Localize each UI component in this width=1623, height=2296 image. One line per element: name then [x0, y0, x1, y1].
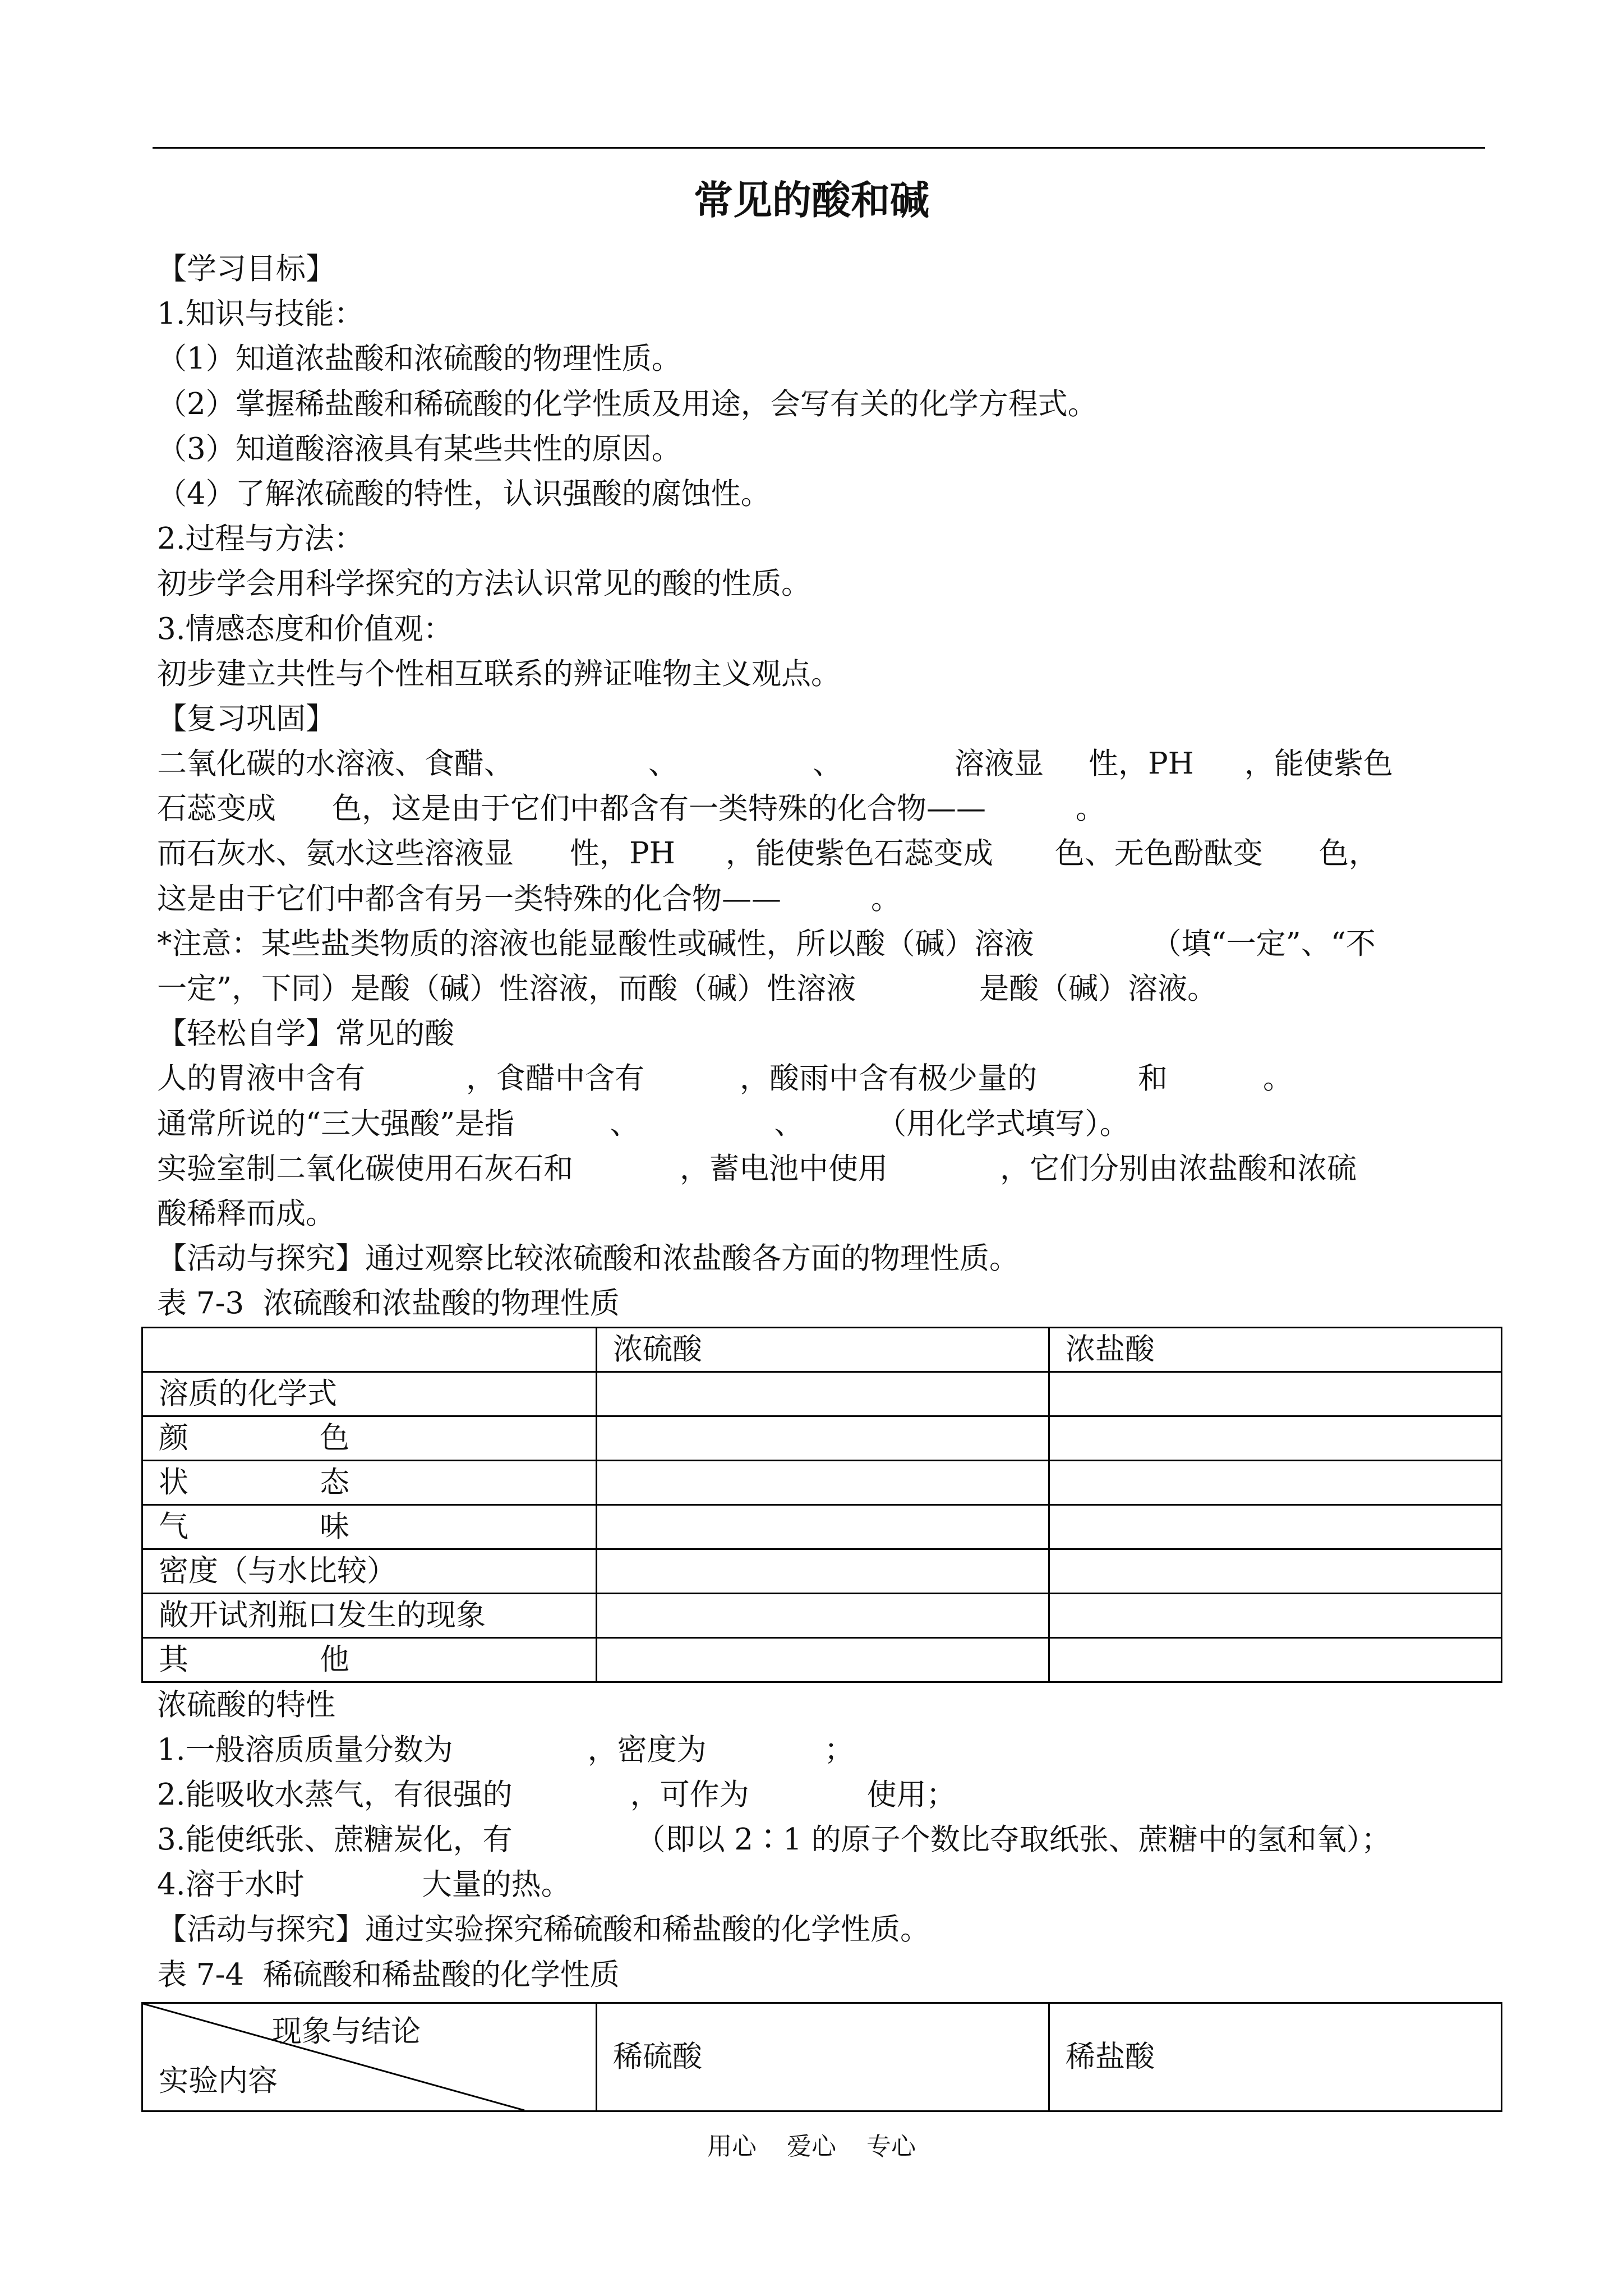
table-row	[142, 1372, 1502, 1416]
text-segment: 这是由于它们中都含有另一类特殊的化合物——	[157, 881, 781, 916]
text-segment: 人的胃液中含有	[157, 1061, 365, 1096]
selfstudy-heading: 【轻松自学】常见的酸	[157, 1016, 454, 1051]
text-segment: 溶液显	[955, 747, 1044, 781]
table-cell	[1049, 1372, 1502, 1416]
row-label-density: 密度（与水比较）	[142, 1549, 597, 1593]
text-segment: 。	[1263, 1061, 1293, 1096]
row-label-color	[142, 1416, 597, 1460]
table-cell	[597, 1416, 1049, 1460]
text-segment: 性，PH	[570, 836, 675, 871]
selfstudy-line-3	[157, 1102, 1492, 1147]
selfstudy-line-2	[157, 1056, 1492, 1101]
text-segment: 3.能使纸张、蔗糖炭化，有	[157, 1823, 513, 1857]
document-body	[157, 247, 1492, 2112]
table-row	[142, 1549, 1502, 1593]
row-label-odor	[142, 1504, 597, 1549]
page-footer: 用心 爱心 专心	[707, 2132, 916, 2161]
property-2	[157, 1773, 1492, 1818]
table-cell	[597, 1549, 1049, 1593]
row-label-state	[142, 1460, 597, 1504]
text-segment: 态	[320, 1465, 349, 1499]
table-row	[142, 1504, 1502, 1549]
text-segment: 大量的热。	[422, 1867, 571, 1902]
text-segment: 性，PH	[1089, 747, 1194, 781]
text-segment: 其	[159, 1642, 188, 1677]
text-segment: 和	[1138, 1061, 1168, 1096]
text-segment: 味	[320, 1509, 349, 1544]
chemical-properties-table	[141, 2002, 1502, 2112]
table-row	[142, 1460, 1502, 1504]
text-segment: 、	[813, 747, 842, 781]
table-cell	[1049, 1504, 1502, 1549]
property-3	[157, 1818, 1492, 1862]
table-row	[142, 1593, 1502, 1637]
text-segment: 状	[159, 1465, 188, 1499]
review-line-5	[157, 922, 1492, 967]
table-cell	[597, 1637, 1049, 1682]
text-segment: 2.能吸收水蒸气，有很强的	[157, 1777, 513, 1812]
property-1	[157, 1728, 1492, 1773]
text-segment: 使用；	[866, 1777, 956, 1812]
diagonal-header-cell	[142, 2003, 597, 2111]
text-segment: 是酸（碱）溶液。	[979, 972, 1218, 1006]
table-cell	[597, 1593, 1049, 1637]
row-label-open-bottle: 敞开试剂瓶口发生的现象	[142, 1593, 597, 1637]
text-segment: ，能使紫色石蕊变成	[725, 836, 993, 871]
text-segment: ；	[824, 1732, 854, 1767]
goals-text-2: 初步学会用科学探究的方法认识常见的酸的性质。	[157, 567, 811, 601]
text-segment: 颜	[159, 1420, 188, 1455]
goals-text-3: 初步建立共性与个性相互联系的辨证唯物主义观点。	[157, 656, 841, 691]
review-line-2	[157, 786, 1492, 831]
goals-item-3: （3）知道酸溶液具有某些共性的原因。	[157, 431, 681, 466]
table-row	[142, 1416, 1502, 1460]
goals-item-4: （4）了解浓硫酸的特性，认识强酸的腐蚀性。	[157, 476, 771, 511]
activity1-heading: 【活动与探究】通过观察比较浓硫酸和浓盐酸各方面的物理性质。	[157, 1241, 1019, 1276]
review-line-4	[157, 877, 1492, 922]
table-cell	[1049, 1637, 1502, 1682]
text-segment: ，它们分别由浓盐酸和浓硫	[1000, 1151, 1357, 1186]
text-segment: 二氧化碳的水溶液、食醋、	[157, 747, 514, 781]
text-segment: 气	[159, 1509, 188, 1544]
table-row	[142, 2003, 1502, 2111]
text-segment: ，蓄电池中使用	[680, 1151, 888, 1186]
properties-heading: 浓硫酸的特性	[157, 1687, 335, 1722]
table-cell	[597, 1372, 1049, 1416]
text-segment: ，食醋中含有	[466, 1061, 644, 1096]
table-cell	[1049, 1460, 1502, 1504]
text-segment: 4.溶于水时	[157, 1867, 305, 1902]
diagonal-header-bottom: 实验内容	[159, 2063, 278, 2098]
text-segment: 、	[610, 1106, 640, 1141]
text-segment: ，能使紫色	[1244, 747, 1393, 781]
text-segment: 而石灰水、氨水这些溶液显	[157, 836, 514, 871]
text-segment: ，密度为	[587, 1732, 707, 1767]
goals-item-2: （2）掌握稀盐酸和稀硫酸的化学性质及用途，会写有关的化学方程式。	[157, 386, 1098, 421]
text-segment: （即以 2∶1 的原子个数比夺取纸张、蔗糖中的氢和氧）；	[635, 1823, 1391, 1857]
review-line-6	[157, 967, 1492, 1011]
text-segment: 、	[774, 1106, 804, 1141]
text-segment: 。	[871, 881, 901, 916]
text-segment: （填“一定”、“不	[1151, 926, 1376, 961]
activity2-heading: 【活动与探究】通过实验探究稀硫酸和稀盐酸的化学性质。	[157, 1912, 930, 1947]
goals-section-2: 2.过程与方法：	[157, 522, 364, 556]
physical-properties-table	[141, 1327, 1502, 1683]
table1-caption: 表 7-3 浓硫酸和浓盐酸的物理性质	[157, 1286, 620, 1321]
table-cell	[1049, 1416, 1502, 1460]
text-segment: 一定”，下同）是酸（碱）性溶液，而酸（碱）性溶液	[157, 972, 856, 1006]
selfstudy-line-5: 酸稀释而成。	[157, 1196, 335, 1231]
review-line-3	[157, 831, 1492, 876]
selfstudy-line-4	[157, 1147, 1492, 1191]
header-rule	[153, 147, 1485, 149]
column-header-conc-sulfuric: 浓硫酸	[597, 1327, 1049, 1372]
text-segment: 通常所说的“三大强酸”是指	[157, 1106, 515, 1141]
table-cell	[1049, 1549, 1502, 1593]
text-segment: 色，这是由于它们中都含有一类特殊的化合物——	[332, 792, 986, 826]
row-label-formula: 溶质的化学式	[142, 1372, 597, 1416]
diagonal-header-top: 现象与结论	[272, 2014, 421, 2049]
review-heading: 【复习巩固】	[157, 701, 335, 736]
table-cell	[1049, 1593, 1502, 1637]
review-line-1	[157, 742, 1492, 786]
table-cell	[597, 1504, 1049, 1549]
row-label-other	[142, 1637, 597, 1682]
text-segment: 。	[1076, 792, 1105, 826]
text-segment: 色，	[1318, 836, 1378, 871]
text-segment: 他	[320, 1642, 349, 1677]
column-header-conc-hydrochloric: 浓盐酸	[1049, 1327, 1502, 1372]
table-cell	[597, 1460, 1049, 1504]
goals-item-1: （1）知道浓盐酸和浓硫酸的物理性质。	[157, 342, 681, 376]
table-row	[142, 1637, 1502, 1682]
page-title: 常见的酸和碱	[694, 177, 929, 223]
table-row	[142, 1327, 1502, 1372]
text-segment: 色	[320, 1420, 349, 1455]
goals-heading: 【学习目标】	[157, 252, 335, 286]
text-segment: （用化学式填写）。	[877, 1106, 1129, 1141]
text-segment: 色、无色酚酞变	[1054, 836, 1263, 871]
text-segment: 实验室制二氧化碳使用石灰石和	[157, 1151, 573, 1186]
text-segment: ，酸雨中含有极少量的	[740, 1061, 1037, 1096]
table2-caption: 表 7-4 稀硫酸和稀盐酸的化学性质	[157, 1957, 620, 1992]
text-segment: 石蕊变成	[157, 792, 276, 826]
text-segment: *注意：某些盐类物质的溶液也能显酸性或碱性，所以酸（碱）溶液	[157, 926, 1034, 961]
text-segment: 、	[648, 747, 678, 781]
property-4	[157, 1862, 1492, 1907]
text-segment: ，可作为	[630, 1777, 749, 1812]
column-header-dilute-sulfuric: 稀硫酸	[597, 2003, 1049, 2111]
column-header-dilute-hydrochloric: 稀盐酸	[1049, 2003, 1502, 2111]
goals-section-1: 1.知识与技能：	[157, 297, 364, 332]
goals-section-3: 3.情感态度和价值观：	[157, 611, 453, 646]
table-cell	[142, 1327, 597, 1372]
text-segment: 1.一般溶质质量分数为	[157, 1732, 453, 1767]
